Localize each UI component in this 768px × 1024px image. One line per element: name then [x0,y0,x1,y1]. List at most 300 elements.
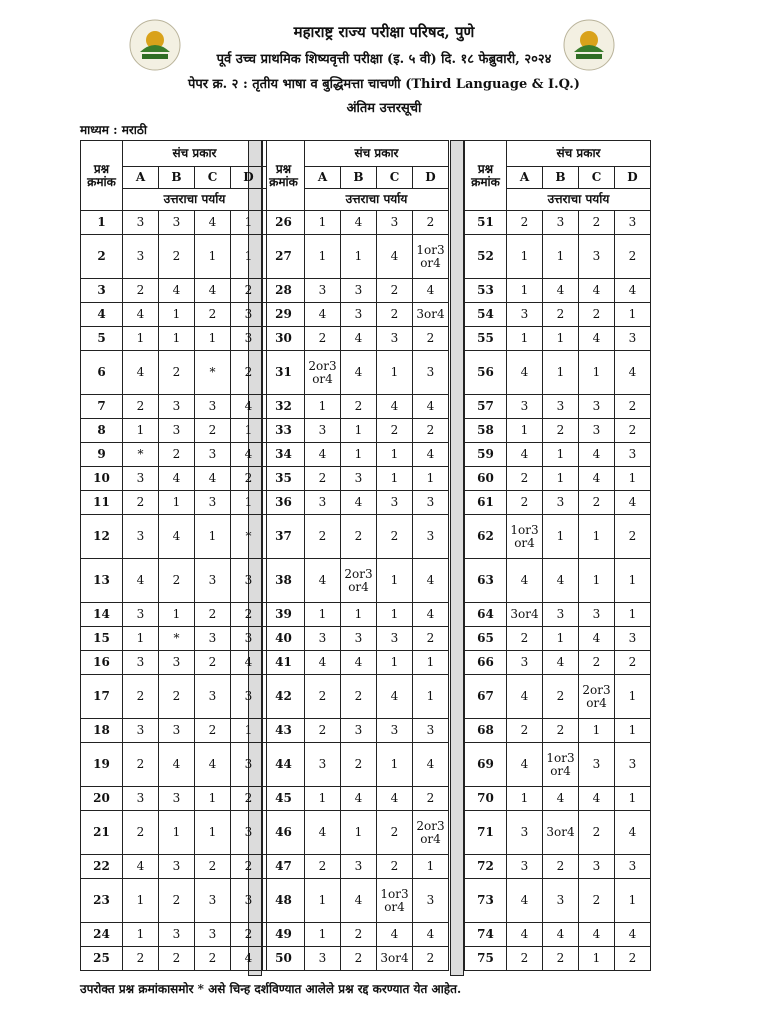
question-number: 32 [263,395,305,419]
table-row [263,419,449,443]
answer-cell: 2 [123,743,159,787]
answer-cell: 4 [231,651,267,675]
answer-cell: 4 [123,303,159,327]
answer-cell: 3 [195,923,231,947]
question-number: 12 [81,515,123,559]
answer-cell: 3 [341,627,377,651]
answer-cell: 4 [507,351,543,395]
question-number: 38 [263,559,305,603]
answer-cell: 3 [159,787,195,811]
answer-cell: 1 [507,327,543,351]
answer-cell: 1 [543,235,579,279]
answer-cell: 2 [123,675,159,719]
answer-cell: 3 [579,603,615,627]
answer-cell: 4 [231,443,267,467]
question-number: 58 [465,419,507,443]
table-row [263,743,449,787]
answer-cell: 4 [543,651,579,675]
answer-cell: 4 [507,559,543,603]
answer-cell: 1 [377,743,413,787]
answer-cell: 3 [305,743,341,787]
answer-cell: 4 [579,787,615,811]
answer-cell: 1 [377,467,413,491]
answer-cell: 2 [413,327,449,351]
answer-cell: 2 [159,559,195,603]
answer-cell: 1 [615,787,651,811]
answer-cell: 2 [159,235,195,279]
answer-cell: 4 [341,327,377,351]
answer-cell: 1 [579,351,615,395]
answer-cell: 3 [231,559,267,603]
answer-cell: 1 [413,651,449,675]
question-number-header: प्रश्न क्रमांक [263,141,305,211]
answer-cell: 1or3 or4 [543,743,579,787]
question-number: 13 [81,559,123,603]
answer-cell: 3 [377,627,413,651]
answer-cell: 3 [159,395,195,419]
answer-cell: 3 [195,443,231,467]
question-number: 11 [81,491,123,515]
answer-cell: 3 [195,559,231,603]
table-row [263,443,449,467]
answer-cell: 2 [231,351,267,395]
answer-cell: 1 [507,279,543,303]
table-row [81,559,267,603]
answer-cell: 4 [305,559,341,603]
question-number: 48 [263,879,305,923]
answer-cell: 3 [413,879,449,923]
table-row [263,327,449,351]
question-number: 42 [263,675,305,719]
answer-cell: 2 [377,279,413,303]
question-number: 21 [81,811,123,855]
answer-cell: 3 [507,651,543,675]
answer-cell: 2 [377,303,413,327]
table-row [263,855,449,879]
question-number: 65 [465,627,507,651]
answer-cell: 3 [195,395,231,419]
answer-cell: 4 [159,515,195,559]
table-row [263,719,449,743]
question-number: 43 [263,719,305,743]
table-row [81,627,267,651]
question-number: 53 [465,279,507,303]
answer-cell: 4 [579,467,615,491]
answer-cell: 2 [195,855,231,879]
answer-cell: 2or3 or4 [579,675,615,719]
answer-cell: 3 [579,419,615,443]
answer-cell: 3or4 [413,303,449,327]
table-row [465,627,651,651]
answer-cell: 2 [231,923,267,947]
answer-cell: 2 [195,603,231,627]
answer-cell: 3 [543,879,579,923]
question-number: 61 [465,491,507,515]
answer-cell: 2 [341,675,377,719]
answer-cell: 4 [507,743,543,787]
question-number: 19 [81,743,123,787]
answer-cell: 2 [377,811,413,855]
table-row [263,515,449,559]
answer-cell: 3 [615,443,651,467]
answer-cell: 2 [159,443,195,467]
answer-cell: 3 [305,947,341,971]
table-row [81,855,267,879]
answer-cell: 4 [413,923,449,947]
question-number: 23 [81,879,123,923]
question-number: 22 [81,855,123,879]
answer-cell: 2 [507,467,543,491]
answer-cell: 4 [341,879,377,923]
question-number: 35 [263,467,305,491]
answer-cell: 3 [231,811,267,855]
answer-cell: 2 [159,947,195,971]
answer-cell: 4 [543,787,579,811]
answer-cell: 4 [159,279,195,303]
question-number: 1 [81,211,123,235]
question-number: 57 [465,395,507,419]
table-row [263,303,449,327]
answer-cell: 3 [377,491,413,515]
answer-cell: 4 [615,351,651,395]
question-number: 39 [263,603,305,627]
table-row [465,327,651,351]
question-number: 67 [465,675,507,719]
answer-cell: 1 [615,467,651,491]
set-type-header: संच प्रकार [123,141,267,167]
answer-cell: 3 [123,719,159,743]
answer-cell: 1 [305,923,341,947]
answer-cell: 3 [413,515,449,559]
answer-cell: 2 [543,419,579,443]
answer-cell: 2 [195,651,231,675]
answer-cell: 2 [305,327,341,351]
set-label: D [413,167,449,189]
answer-cell: 2 [195,419,231,443]
answer-cell: 2 [195,947,231,971]
answer-cell: 1 [377,651,413,675]
answer-cell: 3 [377,211,413,235]
answer-cell: 2 [507,947,543,971]
answer-cell: 3 [507,303,543,327]
question-number: 36 [263,491,305,515]
answer-cell: 3 [341,467,377,491]
table-row [465,395,651,419]
question-number: 72 [465,855,507,879]
answer-cell: 4 [377,787,413,811]
answer-cell: 2 [413,947,449,971]
answer-cell: 1or3 or4 [413,235,449,279]
question-number: 26 [263,211,305,235]
answer-cell: 1 [543,515,579,559]
table-row [263,395,449,419]
question-number: 73 [465,879,507,923]
answer-cell: 2 [341,743,377,787]
question-number: 45 [263,787,305,811]
question-number: 70 [465,787,507,811]
set-label: B [543,167,579,189]
answer-cell: 1 [579,515,615,559]
answer-cell: 4 [579,327,615,351]
question-number: 17 [81,675,123,719]
set-label: C [579,167,615,189]
answer-cell: 2or3 or4 [341,559,377,603]
question-number-header: प्रश्न क्रमांक [465,141,507,211]
answer-cell: 4 [377,923,413,947]
answer-cell: 3 [377,327,413,351]
answer-cell: 3 [579,395,615,419]
answer-cell: 4 [377,235,413,279]
answer-cell: 3 [305,419,341,443]
table-row [81,719,267,743]
question-number: 64 [465,603,507,627]
answer-cell: 1 [195,235,231,279]
answer-cell: 1 [305,879,341,923]
table-row [465,651,651,675]
answer-cell: 3 [123,467,159,491]
answer-cell: 3 [123,651,159,675]
answer-cell: 4 [305,811,341,855]
question-number: 28 [263,279,305,303]
answer-cell: 1 [305,787,341,811]
answer-cell: 1 [231,211,267,235]
answer-cell: 1 [159,327,195,351]
answer-cell: 4 [231,395,267,419]
answer-cell: 1 [377,559,413,603]
table-row [263,559,449,603]
answer-cell: 1 [615,675,651,719]
table-row [81,279,267,303]
table-row [81,419,267,443]
answer-cell: 2 [123,811,159,855]
answer-cell: 2 [341,947,377,971]
answer-cell: 3 [159,855,195,879]
answer-cell: 2 [579,303,615,327]
answer-cell: 2 [231,855,267,879]
answer-cell: 3 [123,787,159,811]
answer-cell: 1 [377,603,413,627]
answer-cell: 1 [507,787,543,811]
answer-cell: 1 [305,211,341,235]
answer-cell: 1 [413,467,449,491]
table-row [465,515,651,559]
answer-cell: 2 [231,279,267,303]
answer-cell: 2 [413,211,449,235]
answer-cell: 3 [377,719,413,743]
answer-cell: 2 [377,515,413,559]
question-number: 51 [465,211,507,235]
table-row [81,923,267,947]
answer-cell: 3 [579,235,615,279]
answer-cell: 1 [305,395,341,419]
answer-cell: 1 [543,467,579,491]
answer-cell: 4 [195,467,231,491]
answer-cell: 1 [159,603,195,627]
cancellation-note: उपरोक्त प्रश्न क्रमांकासमोर * असे चिन्ह दर्शविण्यात आलेले प्रश्न रद्द करण्यात येत आहेत. [80,982,462,996]
answer-cell: 4 [507,879,543,923]
answer-cell: 2or3 or4 [305,351,341,395]
answer-cell: 3 [341,719,377,743]
answer-cell: 1 [305,603,341,627]
answer-cell: 2or3 or4 [413,811,449,855]
answer-cell: 1 [123,327,159,351]
answer-cell: 1 [195,327,231,351]
answer-cell: 1 [159,491,195,515]
answer-cell: 1 [579,947,615,971]
answer-cell: 3 [231,879,267,923]
answer-cell: 1 [615,303,651,327]
answer-cell: 1or3 or4 [507,515,543,559]
answer-cell: 1or3 or4 [377,879,413,923]
question-number: 37 [263,515,305,559]
answer-cell: 3 [413,491,449,515]
question-number: 2 [81,235,123,279]
answer-cell: 4 [305,443,341,467]
answer-cell: 1 [507,419,543,443]
table-row [465,811,651,855]
answer-cell: 4 [579,923,615,947]
question-number: 29 [263,303,305,327]
table-row [465,947,651,971]
answer-cell: 2 [579,811,615,855]
answer-cell: 4 [507,443,543,467]
table-row [263,235,449,279]
answer-cell: 2 [543,675,579,719]
answer-cell: 2 [305,719,341,743]
answer-cell: 3 [231,675,267,719]
question-number: 41 [263,651,305,675]
question-number: 71 [465,811,507,855]
question-number-header: प्रश्न क्रमांक [81,141,123,211]
answer-cell: 1 [195,811,231,855]
answer-cell: 2 [231,787,267,811]
answer-cell: 4 [543,923,579,947]
answer-cell: 4 [123,855,159,879]
answer-cell: 4 [123,351,159,395]
question-number: 54 [465,303,507,327]
table-row [81,491,267,515]
answer-cell: 4 [507,923,543,947]
table-row [465,855,651,879]
question-number: 20 [81,787,123,811]
answer-cell: 1 [123,419,159,443]
table-row [263,787,449,811]
answer-cell: 2 [305,855,341,879]
answer-cell: 3 [341,279,377,303]
question-number: 52 [465,235,507,279]
answer-cell: 1 [413,675,449,719]
question-number: 15 [81,627,123,651]
answer-cell: 2 [123,491,159,515]
answer-cell: 3 [159,419,195,443]
table-row [81,515,267,559]
answer-cell: 3 [231,303,267,327]
answer-cell: 4 [413,279,449,303]
question-number: 31 [263,351,305,395]
answer-cell: * [123,443,159,467]
question-number: 62 [465,515,507,559]
answer-cell: 3 [159,651,195,675]
answer-cell: 2 [615,419,651,443]
question-number: 59 [465,443,507,467]
table-row [81,467,267,491]
answer-cell: 4 [615,923,651,947]
table-row [81,443,267,467]
question-number: 69 [465,743,507,787]
question-number: 49 [263,923,305,947]
table-row [81,303,267,327]
table-row [263,467,449,491]
answer-cell: 3 [195,627,231,651]
answer-cell: 1 [159,811,195,855]
answer-cell: 3 [543,211,579,235]
answer-cell: 2 [615,651,651,675]
answer-cell: 2 [159,879,195,923]
answer-cell: 3 [615,327,651,351]
answer-cell: 2 [341,923,377,947]
answer-cell: 1 [615,879,651,923]
answer-cell: 1 [159,303,195,327]
table-row [81,787,267,811]
answer-cell: 2 [123,395,159,419]
table-row [465,787,651,811]
table-row [81,947,267,971]
question-number: 63 [465,559,507,603]
table-row [263,603,449,627]
answer-cell: 4 [123,559,159,603]
answer-cell: 4 [195,211,231,235]
answer-cell: 2 [123,279,159,303]
answer-cell: 3 [231,627,267,651]
answer-cell: 3 [195,675,231,719]
answer-cell: 2 [579,651,615,675]
question-number: 60 [465,467,507,491]
answer-cell: 1 [615,719,651,743]
answer-cell: 3 [195,879,231,923]
answer-cell: 2 [615,515,651,559]
answer-cell: 2 [507,211,543,235]
table-row [81,743,267,787]
answer-cell: 4 [413,395,449,419]
answer-cell: 4 [413,743,449,787]
answer-cell: 3 [341,303,377,327]
table-row [465,419,651,443]
table-row [263,947,449,971]
table-row [465,235,651,279]
answer-cell: 2 [413,419,449,443]
table-row [81,811,267,855]
answer-cell: 4 [159,467,195,491]
table-row [465,279,651,303]
answer-key-table [262,140,449,971]
answer-cell: 2 [159,675,195,719]
answer-cell: 2 [305,515,341,559]
table-row [465,467,651,491]
sheet-title: अंतिम उत्तरसूची [346,101,422,116]
answer-cell: 3 [123,515,159,559]
table-row [263,627,449,651]
question-number: 47 [263,855,305,879]
question-number: 25 [81,947,123,971]
table-row [465,559,651,603]
table-row [465,351,651,395]
answer-cell: 1 [615,559,651,603]
answer-cell: 4 [579,279,615,303]
answer-cell: 1 [231,235,267,279]
answer-cell: 3 [615,627,651,651]
answer-cell: 3 [579,855,615,879]
answer-cell: * [195,351,231,395]
